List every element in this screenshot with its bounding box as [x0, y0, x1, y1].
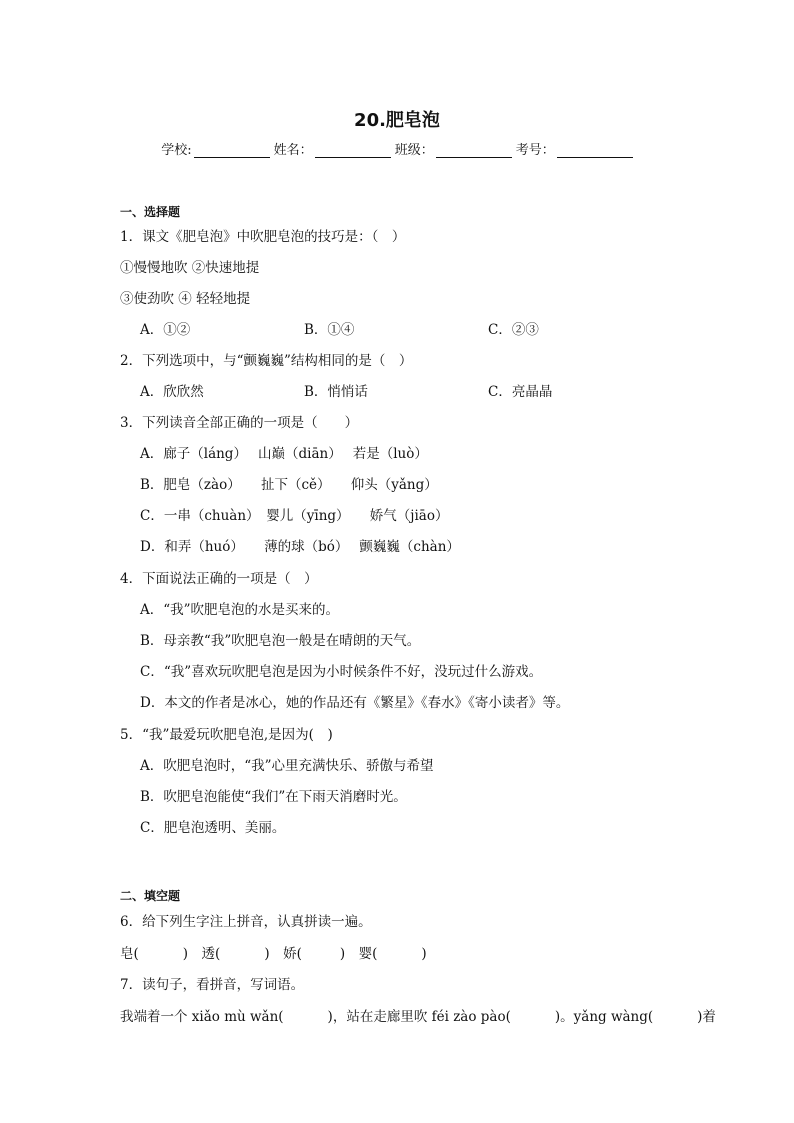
name-field[interactable] — [274, 139, 391, 158]
question-4-option-b[interactable]: B．母亲教“我”吹肥皂泡一般是在晴朗的天气。 — [140, 633, 421, 649]
question-1-option-b[interactable]: B．①④ — [304, 322, 355, 338]
question-3-option-b[interactable]: B．肥皂（zào） 扯下（cě） 仰头（yǎng） — [140, 477, 438, 493]
question-7-segment-3: )。yǎng wàng( — [554, 1009, 654, 1025]
question-7-segment-1: 我端着一个 xiǎo mù wǎn( — [120, 1009, 284, 1025]
question-4-option-c[interactable]: C．“我”喜欢玩吹肥皂泡是因为小时候条件不好，没玩过什么游戏。 — [140, 664, 543, 680]
question-7-segment-4: )着 — [697, 1009, 716, 1025]
school-field[interactable] — [161, 139, 269, 158]
section-heading-choice: 一、选择题 — [120, 205, 181, 219]
question-6-stem: 6．给下列生字注上拼音，认真拼读一遍。 — [120, 914, 372, 930]
exam-no-field[interactable] — [516, 139, 633, 158]
question-6-char-1: 皂( — [120, 946, 139, 962]
class-label: 班级： — [394, 143, 434, 158]
question-4-option-d[interactable]: D．本文的作者是冰心，她的作品还有《繁星》《春水》《寄小读者》等。 — [140, 695, 570, 711]
question-3-option-a[interactable]: A．廊子（láng） 山巅（diān） 若是（luò） — [140, 446, 428, 462]
question-1-stem: 1．课文《肥皂泡》中吹肥皂泡的技巧是：（ ） — [120, 229, 406, 245]
page-title: 20.肥皂泡 — [354, 110, 440, 131]
question-6-char-3: ) 娇( — [264, 946, 302, 962]
question-2-option-c[interactable]: C．亮晶晶 — [488, 384, 553, 400]
class-blank[interactable] — [436, 143, 512, 158]
exam-no-label: 考号： — [515, 143, 555, 158]
exam-no-blank[interactable] — [557, 143, 633, 158]
question-2-stem: 2．下列选项中，与“颤巍巍”结构相同的是（ ） — [120, 353, 413, 369]
question-6-char-2: ) 透( — [182, 946, 221, 962]
section-heading-fill: 二、填空题 — [120, 889, 181, 903]
question-2-option-b[interactable]: B．悄悄话 — [304, 384, 368, 400]
question-7-stem: 7．读句子，看拼音，写词语。 — [120, 977, 305, 993]
question-2-option-a[interactable]: A．欣欣然 — [140, 384, 204, 400]
question-6-close: ) — [421, 946, 427, 962]
question-5-option-b[interactable]: B．吹肥皂泡能使“我们”在下雨天消磨时光。 — [140, 789, 407, 805]
school-blank[interactable] — [194, 143, 270, 158]
school-label: 学校: — [161, 143, 192, 158]
question-3-stem: 3．下列读音全部正确的一项是（ ） — [120, 415, 359, 431]
question-1-option-a[interactable]: A．①② — [140, 322, 191, 338]
question-3-option-c[interactable]: C．一串（chuàn） 婴儿（yīng） 娇气（jiāo） — [140, 508, 449, 524]
name-label: 姓名： — [273, 143, 313, 158]
question-1-item-line-1: ①慢慢地吹 ②快速地提 — [120, 260, 260, 276]
question-6-char-4: ) 婴( — [339, 946, 378, 962]
question-3-option-d[interactable]: D．和弄（huó） 薄的球（bó） 颤巍巍（chàn） — [140, 539, 460, 555]
student-info-row — [0, 139, 794, 158]
question-4-option-a[interactable]: A．“我”吹肥皂泡的水是买来的。 — [140, 602, 340, 618]
class-field[interactable] — [395, 139, 512, 158]
question-4-stem: 4．下面说法正确的一项是（ ） — [120, 571, 318, 587]
question-7-sentence — [120, 1008, 716, 1026]
question-1-option-c[interactable]: C．②③ — [488, 322, 539, 338]
question-5-stem: 5．“我”最爱玩吹肥皂泡,是因为( ) — [120, 727, 333, 743]
name-blank[interactable] — [315, 143, 391, 158]
question-1-item-line-2: ③使劲吹 ④ 轻轻地提 — [120, 291, 251, 307]
question-6-blanks — [120, 945, 427, 963]
question-5-option-c[interactable]: C．肥皂泡透明、美丽。 — [140, 820, 286, 836]
question-5-option-a[interactable]: A．吹肥皂泡时，“我”心里充满快乐、骄傲与希望 — [140, 758, 434, 774]
question-7-segment-2: )，站在走廊里吹 féi zào pào( — [327, 1009, 511, 1025]
